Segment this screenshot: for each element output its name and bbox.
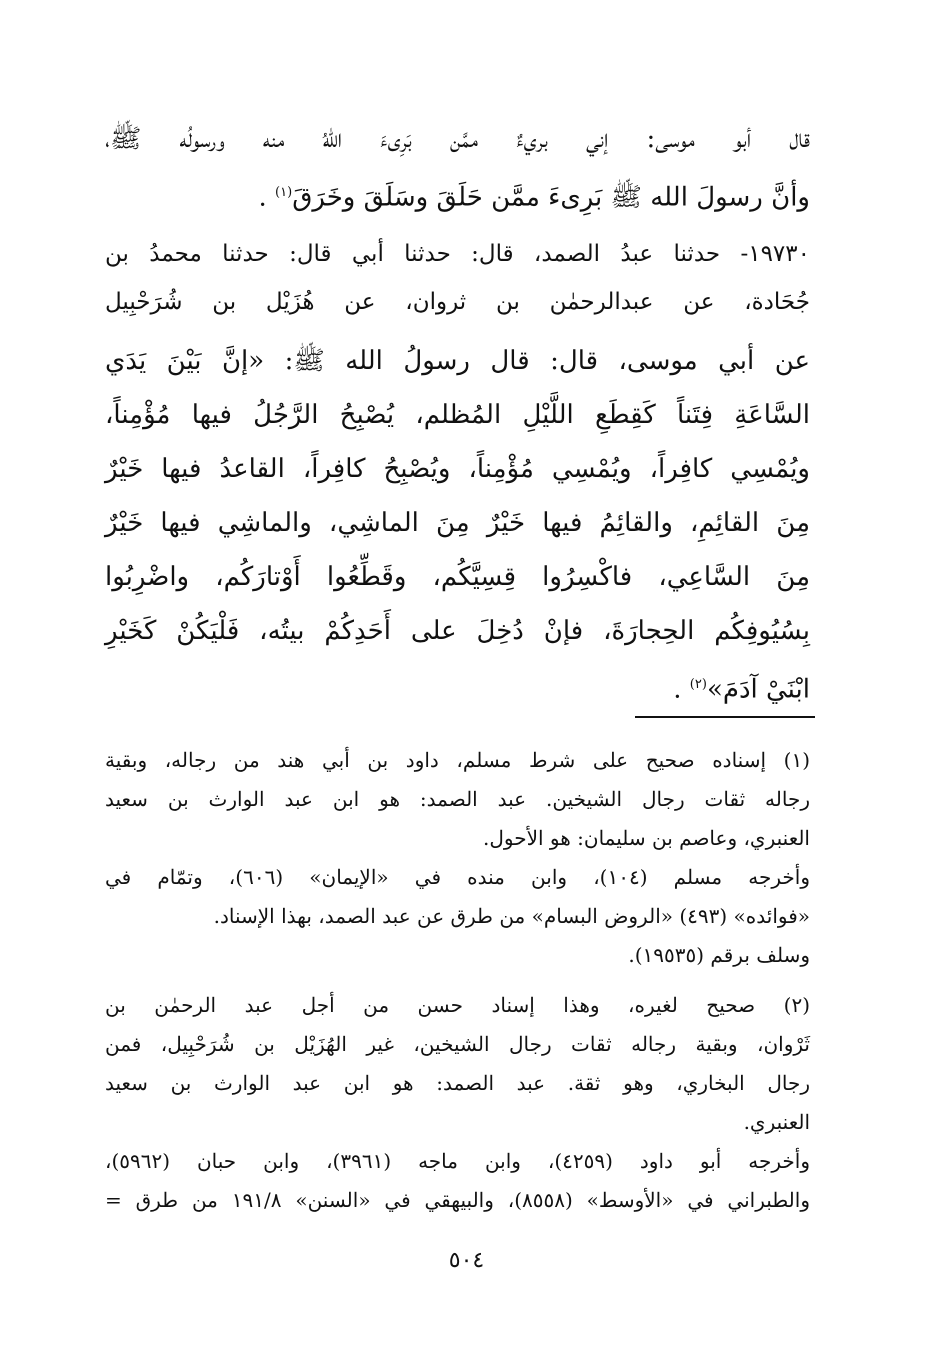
text-line: ويُمْسِي كافِراً، ويُمْسِي مُؤْمِناً، ويُصْبِحُ كافِراً، القاعدُ فيها خَيْرٌ <box>105 454 810 484</box>
text-line: السَّاعَةِ فِتَناً كَقِطَعِ اللَّيْلِ المُظلم، يُصْبِحُ الرَّجُلُ فيها مُؤْمِناً، <box>105 400 810 430</box>
text-line: مِنَ القائِمِ، والقائِمُ فيها خَيْرٌ مِنَ الماشِي، والماشِي فيها خَيْرٌ <box>105 508 810 538</box>
footnote-ref: (١) <box>275 185 293 200</box>
text-line: مِنَ السَّاعِي، فاكْسِرُوا قِسِيَّكُم، وقَطِّعُوا أَوْتارَكُم، واضْرِبُوا <box>105 562 810 592</box>
text-line: وأخرجه أبو داود (٤٢٥٩)، وابن ماجه (٣٩٦١)، وابن حبان (٥٩٦٢)، <box>105 1149 810 1173</box>
footnote-ref: (٢) <box>689 677 707 692</box>
text-line: جُحَادة، عن عبدالرحمٰن بن ثروان، عن هُزَيْل بن شُرَحْبِيل <box>105 289 810 315</box>
footnote-2 <box>105 986 810 1220</box>
text-line: والطبراني في «الأوسط» (٨٥٥٨)، والبيهقي في «السنن» ١٩١/٨ من طرق = <box>105 1188 810 1212</box>
text-line: قال أبو موسى: إني بريءٌ ممَّن بَرِىءَ اللهُ منه ورسولُه ﷺ، <box>105 124 810 154</box>
text-line: العنبري، وعاصم بن سليمان: هو الأحول. <box>483 826 810 850</box>
text-line <box>105 658 810 712</box>
text-line: «فوائده» (٤٩٣) «الروض البسام» من طرق عن عبد الصمد، بهذا الإسناد. <box>213 904 810 928</box>
text-line: رجال البخاري، وهو ثقة. عبد الصمد: هو ابن عبد الوارث بن سعيد <box>105 1071 810 1095</box>
text-line: ثَرْوان، وبقية رجاله ثقات رجال الشيخين، غير الهُزَيْل بن شُرَحْبِيل، فمن <box>105 1032 810 1056</box>
quote-paragraph <box>105 112 810 220</box>
hadith-isnad <box>105 230 810 326</box>
page-number: ٥٠٤ <box>448 1248 485 1273</box>
hadith-matn <box>105 334 810 712</box>
sentence-end: . <box>673 674 682 705</box>
text-line: ١٩٧٣٠- حدثنا عبدُ الصمد، قال: حدثنا أبي قال: حدثنا محمدُ بن <box>105 241 810 267</box>
footnote-separator <box>635 716 815 718</box>
text-line: وسلف برقم (١٩٥٣٥). <box>628 943 810 967</box>
text-line <box>105 166 810 220</box>
footnote-1 <box>105 741 810 975</box>
text-line: (٢) صحيح لغيره، وهذا إسناد حسن من أجل عبد الرحمٰن بن <box>105 993 810 1017</box>
text-line: (١) إسناده صحيح على شرط مسلم، داود بن أبي هند من رجاله، وبقية <box>105 748 810 772</box>
sentence-end: . <box>258 182 267 213</box>
text-line: وأخرجه مسلم (١٠٤)، وابن منده في «الإيمان» (٦٠٦)، وتمّام في <box>105 865 811 889</box>
text-line: عن أبي موسى، قال: قال رسولُ الله ﷺ: «إنَّ بَيْنَ يَدَي <box>105 346 810 376</box>
text-line: العنبري. <box>743 1110 810 1134</box>
text-segment: وأنَّ رسولَ الله ﷺ بَرِىءَ ممَّن حَلَقَ وسَلَقَ وخَرَقَ <box>292 182 810 213</box>
text-line: رجاله ثقات رجال الشيخين. عبد الصمد: هو ابن عبد الوارث بن سعيد <box>105 787 810 811</box>
text-line: بِسُيُوفِكُم الحِجارَةَ، فإنْ دُخِلَ على أَحَدِكُمْ بيتُه، فَلْيَكُنْ كَخَيْرِ <box>105 616 810 646</box>
text-segment: ابْنَيْ آدَمَ» <box>706 674 810 705</box>
